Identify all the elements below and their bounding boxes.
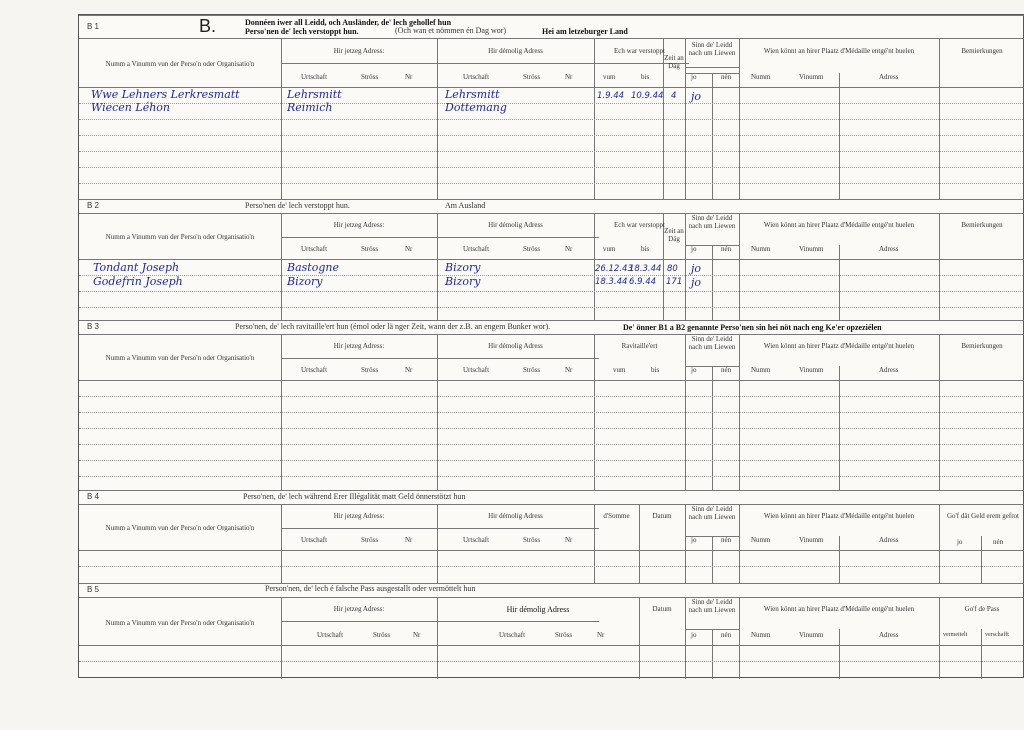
entry-alive: jo: [691, 276, 702, 289]
label-street: Ströss: [523, 73, 541, 81]
label-vinumm: Vinumm: [799, 631, 824, 639]
label-to: bis: [641, 73, 650, 81]
col-name-header: Numm a Vinumm vun der Perso'n oder Organisatio'n: [105, 233, 255, 241]
label-yes: jo: [691, 73, 697, 81]
label-no: nén: [721, 366, 732, 374]
label-street: Ströss: [555, 631, 573, 639]
label-from: vum: [603, 245, 616, 253]
label-nr: Nr: [565, 536, 573, 544]
label-adress: Adress: [879, 245, 899, 253]
col-name-header: Numm a Vinumm vun der Perso'n oder Organisatio'n: [105, 354, 255, 362]
entry-name: Tondant Joseph: [93, 261, 180, 274]
entry-from: 18.3.44: [595, 277, 628, 287]
entry-days: 171: [666, 277, 683, 287]
label-street: Ströss: [523, 366, 541, 374]
label-vinumm: Vinumm: [799, 366, 824, 374]
section-code: B 5: [87, 585, 100, 594]
section-scope: Am Ausland: [445, 201, 486, 210]
col-alive: Sinn de' Leidd nach um Liewen: [688, 505, 736, 521]
entry-from: 1.9.44: [597, 91, 625, 101]
form-title: Donnéen iwer all Leidd, och Ausländer, de' lech gehollef hun: [245, 18, 452, 27]
col-days: Zeit an Däg: [664, 227, 684, 243]
label-yes: jo: [691, 536, 697, 544]
label-street: Ströss: [361, 245, 379, 253]
col-hidden: Ech war verstoppt: [614, 221, 665, 229]
entry-days: 80: [667, 264, 678, 274]
section-b4: [79, 490, 1024, 583]
col-current-addr: Hir jetzeg Adress:: [333, 605, 385, 613]
label-street: Ströss: [373, 631, 391, 639]
col-name-header: Numm a Vinumm vun der Perso'n oder Organisatio'n: [105, 619, 255, 627]
label-numm: Numm: [751, 536, 771, 544]
label-pass-made: verschafft: [985, 632, 1009, 638]
label-yes: jo: [691, 245, 697, 253]
section-code: B 2: [87, 201, 100, 210]
col-money-back: Go'f dät Geld erem gefrot: [946, 512, 1019, 520]
entry-alive: jo: [691, 90, 702, 103]
col-hidden: Ech war verstoppt: [614, 47, 665, 55]
col-remarks: Bemierkungen: [961, 47, 1003, 55]
col-former-addr: Hir démolig Adress: [488, 512, 543, 520]
label-adress: Adress: [879, 536, 899, 544]
label-nr: Nr: [565, 73, 573, 81]
label-yes: jo: [691, 366, 697, 374]
label-from: vum: [613, 366, 626, 374]
label-street: Ströss: [361, 366, 379, 374]
section-title: Person'nen, de' lech é falsche Pass ausgestallt oder vermöttelt hun: [265, 584, 476, 593]
label-nr: Nr: [597, 631, 605, 639]
form-letter: B.: [199, 16, 217, 36]
section-b5: [79, 583, 1024, 679]
label-village: Urtschaft: [317, 631, 344, 639]
col-name-header: Numm a Vinumm vun der Perso'n oder Organisatio'n: [105, 60, 255, 68]
label-adress: Adress: [879, 73, 899, 81]
entry-former-village: Bizory: [445, 261, 481, 274]
entry-former-village: Lehrsmitt: [445, 88, 500, 101]
label-vinumm: Vinumm: [799, 73, 824, 81]
col-alive: Sinn de' Leidd nach um Liewen: [688, 598, 736, 614]
col-medal: Wien könnt an hirer Plaatz d'Médaille entgé'nt huelen: [763, 512, 915, 520]
label-vinumm: Vinumm: [799, 536, 824, 544]
label-village: Urtschaft: [463, 73, 490, 81]
col-date: Datum: [652, 512, 672, 520]
col-medal: Wien könnt an hirer Plaatz d'Médaille entgé'nt huelen: [763, 605, 915, 613]
col-alive: Sinn de' Leidd nach um Liewen: [688, 41, 736, 57]
col-former-addr: Hir démolig Adress: [488, 47, 543, 55]
col-current-addr: Hir jetzeg Adress:: [333, 342, 385, 350]
section-title: Perso'nen, de' lech ravitaille'ert hun (émol oder lä nger Zeit, wann der z.B. an engem Bunker wor).: [235, 322, 551, 331]
entry-days: 4: [671, 91, 677, 101]
col-current-addr: Hir jetzeg Adress:: [333, 512, 385, 520]
entry-name: Godefrin Joseph: [93, 275, 183, 288]
label-numm: Numm: [751, 73, 771, 81]
label-nr: Nr: [405, 245, 413, 253]
label-no: nén: [721, 73, 732, 81]
col-days: Zeit an Däg: [664, 54, 684, 70]
label-village: Urtschaft: [301, 73, 328, 81]
col-current-addr: Hir jetzeg Adress:: [333, 221, 385, 229]
section-title: Perso'nen, de' lech während Erer Illégalität matt Geld önnerstötzt hun: [243, 492, 466, 501]
section-b2: [79, 199, 1024, 320]
entry-from: 26.12.43: [595, 264, 633, 274]
col-medal: Wien könnt an hirer Plaatz d'Médaille entgé'nt huelen: [763, 342, 915, 350]
label-pass-sold: vermeitelt: [943, 632, 968, 638]
col-former-addr: Hir démolig Adress: [506, 605, 570, 614]
col-remarks: Bemierkungen: [961, 221, 1003, 229]
col-medal: Wien könnt an hirer Plaatz d'Médaille entgé'nt huelen: [763, 221, 915, 229]
label-village: Urtschaft: [463, 366, 490, 374]
label-village: Urtschaft: [301, 245, 328, 253]
label-nr: Nr: [405, 536, 413, 544]
label-nr: Nr: [405, 73, 413, 81]
entry-former-village: Dottemang: [445, 101, 507, 114]
col-current-addr: Hir jetzeg Adress:: [333, 47, 385, 55]
form-sheet: [78, 14, 1024, 678]
label-nr: Nr: [565, 366, 573, 374]
col-remarks: Bemierkungen: [961, 342, 1003, 350]
entry-former-village: Bizory: [445, 275, 481, 288]
label-numm: Numm: [751, 366, 771, 374]
label-street: Ströss: [523, 536, 541, 544]
entry-name: Wwe Lehners Lerkresmatt: [91, 88, 240, 101]
entry-current-village: Lehrsmitt: [287, 88, 342, 101]
section-title: Perso'nen de' lech verstoppt hun.: [245, 27, 359, 36]
label-street: Ströss: [361, 536, 379, 544]
col-pass: Go'f de Pass: [964, 605, 1000, 613]
col-former-addr: Hir démolig Adress: [488, 221, 543, 229]
label-village: Urtschaft: [499, 631, 526, 639]
label-vinumm: Vinumm: [799, 245, 824, 253]
section-note: (Och wan et nömmen én Dag wor): [395, 26, 507, 35]
label-yes: jo: [691, 631, 697, 639]
label-village: Urtschaft: [463, 536, 490, 544]
section-b1: [79, 15, 1024, 199]
section-note: De' önner B1 a B2 genannte Perso'nen sin hei nöt nach eng Ke'er opzeziélen: [623, 323, 882, 332]
label-no: nén: [721, 631, 732, 639]
label-nr: Nr: [413, 631, 421, 639]
label-nr: Nr: [565, 245, 573, 253]
col-sum: d'Somme: [603, 512, 630, 520]
label-street: Ströss: [523, 245, 541, 253]
label-adress: Adress: [879, 366, 899, 374]
label-village: Urtschaft: [301, 536, 328, 544]
label-numm: Numm: [751, 631, 771, 639]
col-supplied: Ravitaille'ert: [621, 342, 658, 350]
label-nr: Nr: [405, 366, 413, 374]
entry-current-village: Bizory: [287, 275, 323, 288]
col-alive: Sinn de' Leidd nach um Liewen: [688, 214, 736, 230]
label-street: Ströss: [361, 73, 379, 81]
entry-alive: jo: [691, 262, 702, 275]
section-title: Perso'nen de' lech verstoppt hun.: [245, 201, 350, 210]
col-alive: Sinn de' Leidd nach um Liewen: [688, 335, 736, 351]
entry-to: 10.9.44: [631, 91, 664, 101]
label-yes: jo: [957, 538, 963, 546]
entry-to: 18.3.44: [629, 264, 662, 274]
entry-current-village: Reimich: [287, 101, 333, 114]
col-medal: Wien könnt an hirer Plaatz d'Médaille entgé'nt huelen: [763, 47, 915, 55]
label-to: bis: [641, 245, 650, 253]
label-to: bis: [651, 366, 660, 374]
label-no: nén: [993, 538, 1004, 546]
entry-name: Wiecen Léhon: [91, 101, 170, 114]
entry-current-village: Bastogne: [287, 261, 339, 274]
label-numm: Numm: [751, 245, 771, 253]
col-former-addr: Hir démolig Adress: [488, 342, 543, 350]
section-code: B 3: [87, 322, 100, 331]
col-date: Datum: [652, 605, 672, 613]
label-no: nén: [721, 536, 732, 544]
entry-to: 6.9.44: [629, 277, 657, 287]
section-b3: [79, 320, 1024, 490]
col-name-header: Numm a Vinumm vun der Perso'n oder Organisatio'n: [105, 524, 255, 532]
label-no: nén: [721, 245, 732, 253]
label-village: Urtschaft: [463, 245, 490, 253]
label-village: Urtschaft: [301, 366, 328, 374]
section-scope: Hei am letzeburger Land: [542, 27, 628, 36]
section-code: B 4: [87, 492, 100, 501]
section-code: B 1: [87, 22, 100, 31]
label-from: vum: [603, 73, 616, 81]
label-adress: Adress: [879, 631, 899, 639]
